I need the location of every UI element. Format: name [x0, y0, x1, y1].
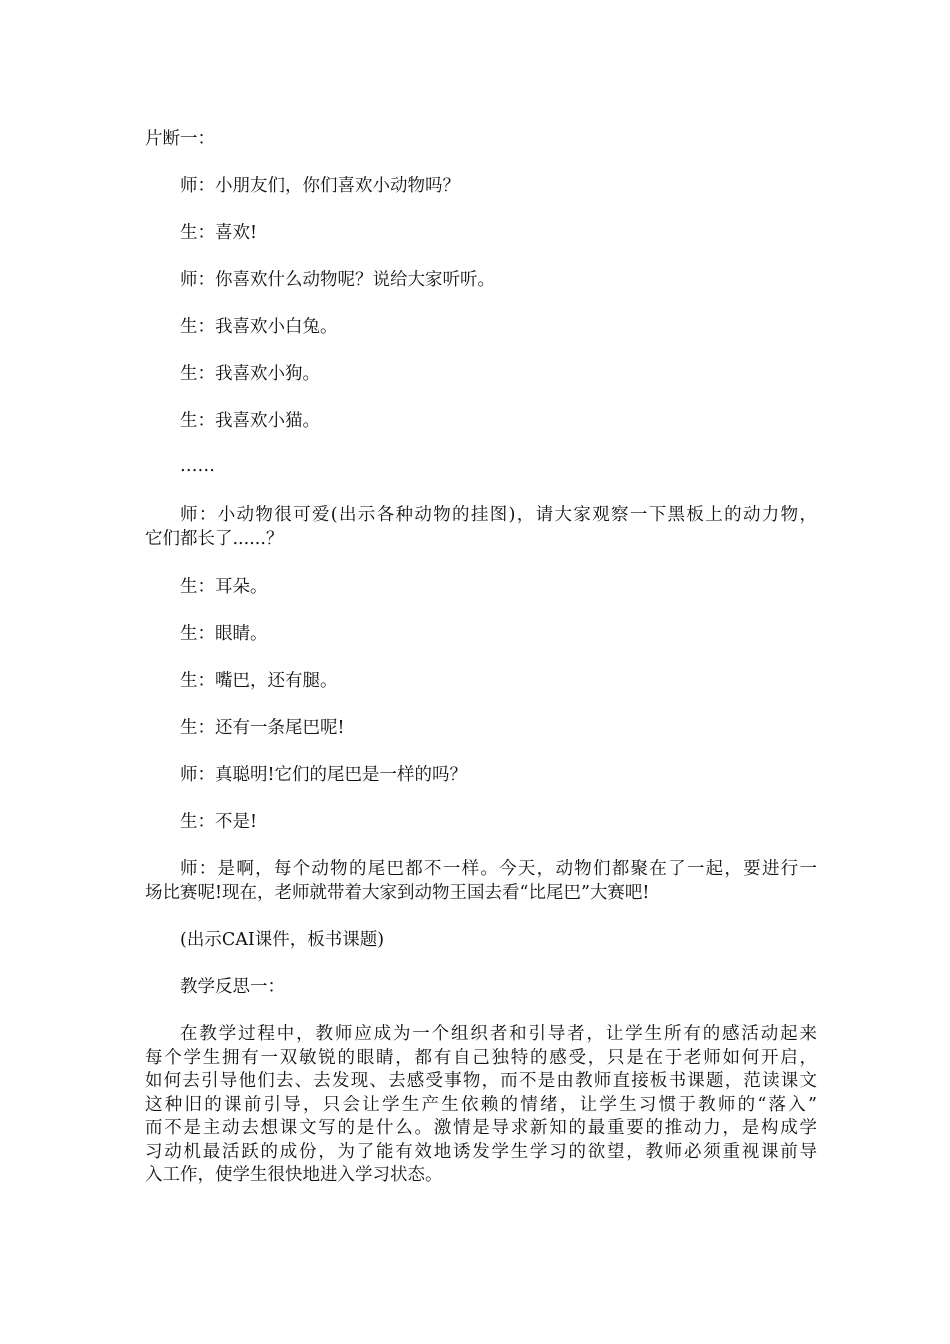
section-heading: 片断一： — [145, 129, 215, 149]
dialogue-line: 生：还有一条尾巴呢! — [180, 718, 345, 738]
dialogue-line: 生：嘴巴，还有腿。 — [180, 671, 338, 691]
dialogue-line: 生：我喜欢小白兔。 — [180, 317, 338, 337]
paragraph-line: 而不是主动去想课文写的是什么。激情是导求新知的最重要的推动力，是构成学 — [145, 1118, 817, 1138]
reflection-title: 教学反思一： — [180, 977, 285, 997]
reflection-paragraph — [145, 1023, 817, 1188]
paragraph-line: 它们都长了......？ — [145, 528, 284, 549]
dialogue-line: 生：我喜欢小狗。 — [180, 364, 320, 384]
paragraph-line: 每个学生拥有一双敏锐的眼睛，都有自己独特的感受，只是在于老师如何开启， — [145, 1047, 817, 1068]
paragraph-line: 如何去引导他们去、去发现、去感受事物，而不是由教师直接板书课题，范读课文 — [145, 1071, 817, 1091]
dialogue-line: 生：不是! — [180, 812, 258, 832]
ellipsis-line: …… — [180, 456, 215, 476]
paragraph-line: 师：是啊，每个动物的尾巴都不一样。今天，动物们都聚在了一起，要进行一 — [180, 859, 817, 879]
paragraph-line: 入工作，使学生很快地进入学习状态。 — [145, 1165, 443, 1185]
stage-note: (出示CAI课件，板书课题) — [180, 930, 385, 950]
paragraph-line: 场比赛呢!现在，老师就带着大家到动物王国去看“比尾巴”大赛吧! — [145, 882, 650, 903]
dialogue-line: 师：真聪明!它们的尾巴是一样的吗？ — [180, 765, 468, 785]
teacher-intro-paragraph — [145, 858, 817, 905]
paragraph-line: 习动机最活跃的成份，为了能有效地诱发学生学习的欲望，教师必须重视课前导 — [145, 1141, 817, 1162]
paragraph-line: 在教学过程中，教师应成为一个组织者和引导者，让学生所有的感活动起来 — [180, 1024, 817, 1044]
dialogue-line: 生：眼睛。 — [180, 624, 268, 644]
dialogue-line: 生：我喜欢小猫。 — [180, 411, 320, 431]
teacher-question-paragraph — [145, 504, 817, 551]
paragraph-line: 师：小动物很可爱(出示各种动物的挂图)，请大家观察一下黑板上的动力物， — [180, 505, 817, 525]
dialogue-line: 生：喜欢! — [180, 223, 258, 243]
paragraph-line: 这种旧的课前引导，只会让学生产生依赖的情绪，让学生习惯于教师的“落入” — [145, 1094, 817, 1115]
dialogue-line: 师：小朋友们，你们喜欢小动物吗？ — [180, 176, 460, 196]
dialogue-line: 师：你喜欢什么动物呢？说给大家听听。 — [180, 270, 495, 290]
dialogue-line: 生：耳朵。 — [180, 577, 268, 597]
